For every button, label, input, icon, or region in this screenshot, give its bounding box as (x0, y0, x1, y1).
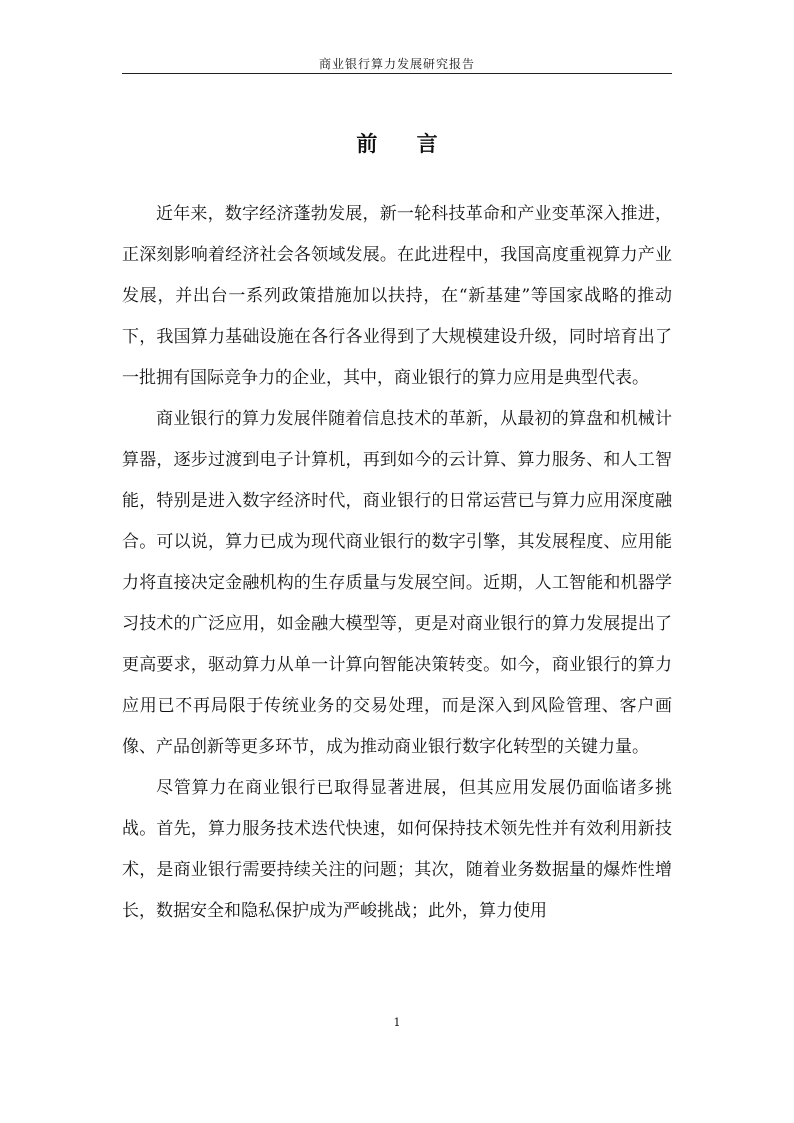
running-header: 商业银行算力发展研究报告 (318, 57, 475, 71)
body-text (122, 194, 672, 932)
page-number: 1 (393, 1016, 401, 1029)
paragraph: 尽管算力在商业银行已取得显著进展，但其应用发展仍面临诸多挑战。首先，算力服务技术迭代快速，如何保持技术领先性并有效利用新技术，是商业银行需要持续关注的问题；其次，随着业务数据量的爆炸性增长，数据安全和隐私保护成为严峻挑战；此外，算力使用 (122, 778, 672, 921)
header-divider (122, 73, 672, 74)
section-title: 前 言 (356, 131, 454, 156)
paragraph: 近年来，数字经济蓬勃发展，新一轮科技革命和产业变革深入推进，正深刻影响着经济社会各领域发展。在此进程中，我国高度重视算力产业发展，并出台一系列政策措施加以扶持，在“新基建”等国家战略的推动下，我国算力基础设施在各行各业得到了大规模建设升级，同时培育出了一批拥有国际竞争力的企业，其中，商业银行的算力应用是典型代表。 (122, 204, 672, 388)
paragraph: 商业银行的算力发展伴随着信息技术的革新，从最初的算盘和机械计算器，逐步过渡到电子计算机，再到如今的云计算、算力服务、和人工智能，特别是进入数字经济时代，商业银行的日常运营已与算力应用深度融合。可以说，算力已成为现代商业银行的数字引擎，其发展程度、应用能力将直接决定金融机构的生存质量与发展空间。近期，人工智能和机器学习技术的广泛应用，如金融大模型等，更是对商业银行的算力发展提出了更高要求，驱动算力从单一计算向智能决策转变。如今，商业银行的算力应用已不再局限于传统业务的交易处理，而是深入到风险管理、客户画像、产品创新等更多环节，成为推动商业银行数字化转型的关键力量。 (122, 409, 672, 757)
